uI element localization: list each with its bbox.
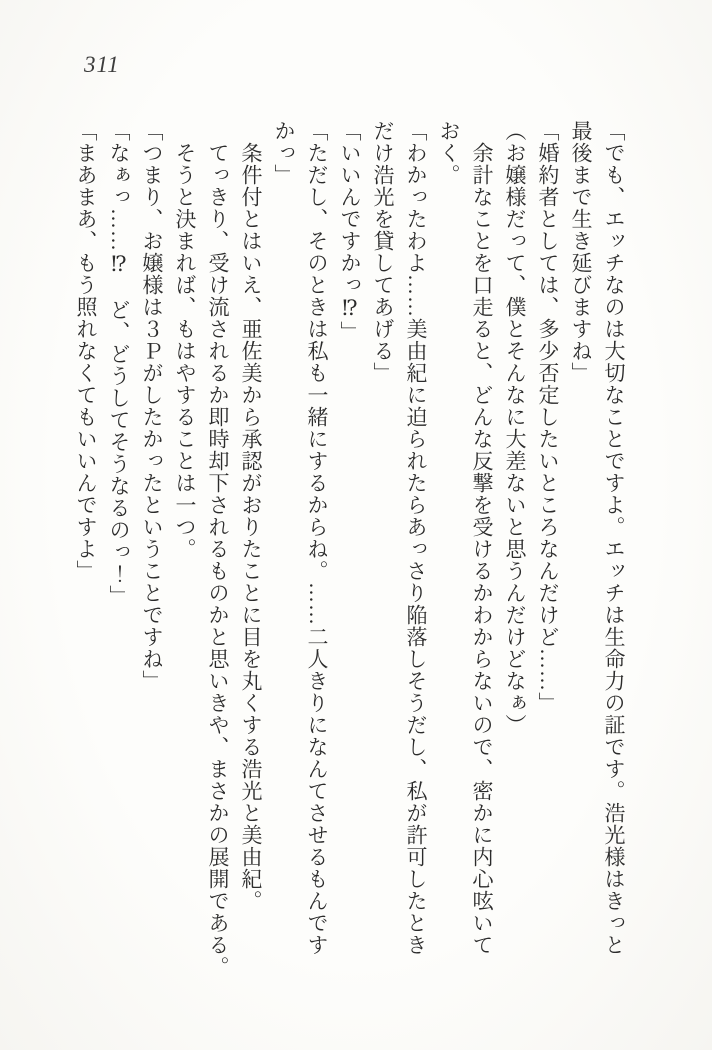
text-line: おく。 bbox=[437, 120, 461, 186]
text-line: 「いいんですかっ⁉」 bbox=[338, 120, 362, 343]
text-line: 最後まで生き延びますね」 bbox=[569, 120, 593, 384]
text-line: 「わかったわよ……美由紀に迫られたらあっさり陥落しそうだし、私が許可したとき bbox=[404, 120, 428, 956]
text-line: そうと決まれば、もはやすることは一つ。 bbox=[173, 142, 197, 560]
text-line: 「まあまあ、もう照れなくてもいいんですよ」 bbox=[74, 120, 98, 582]
text-line: 「ただし、そのときは私も一緒にするからね。……二人きりになんてさせるもんです bbox=[305, 120, 329, 956]
body-text bbox=[69, 120, 630, 1000]
page-number: 311 bbox=[84, 52, 120, 77]
text-line: 「婚約者としては、多少否定したいところなんだけど……」 bbox=[536, 120, 560, 714]
text-line: だけ浩光を貸してあげる」 bbox=[371, 120, 395, 384]
text-line: 「でも、エッチなのは大切なことですよ。エッチは生命力の証です。浩光様はきっと bbox=[602, 120, 626, 956]
text-line: てっきり、受け流されるか即時却下されるものかと思いきや、まさかの展開である。 bbox=[206, 142, 230, 978]
text-line: かっ」 bbox=[272, 120, 296, 186]
text-line: （お嬢様だって、僕とそんなに大差ないと思うんだけどなぁ） bbox=[503, 120, 527, 736]
text-line: 余計なことを口走ると、どんな反撃を受けるかわからないので、密かに内心呟いて bbox=[470, 142, 494, 956]
text-line: 「つまり、お嬢様は３Ｐがしたかったということですね」 bbox=[140, 120, 164, 692]
text-line: 「なぁっ……⁉ ど、どうしてそうなるのっ！」 bbox=[107, 120, 131, 607]
text-line: 条件付とはいえ、亜佐美から承認がおりたことに目を丸くする浩光と美由紀。 bbox=[239, 142, 263, 912]
